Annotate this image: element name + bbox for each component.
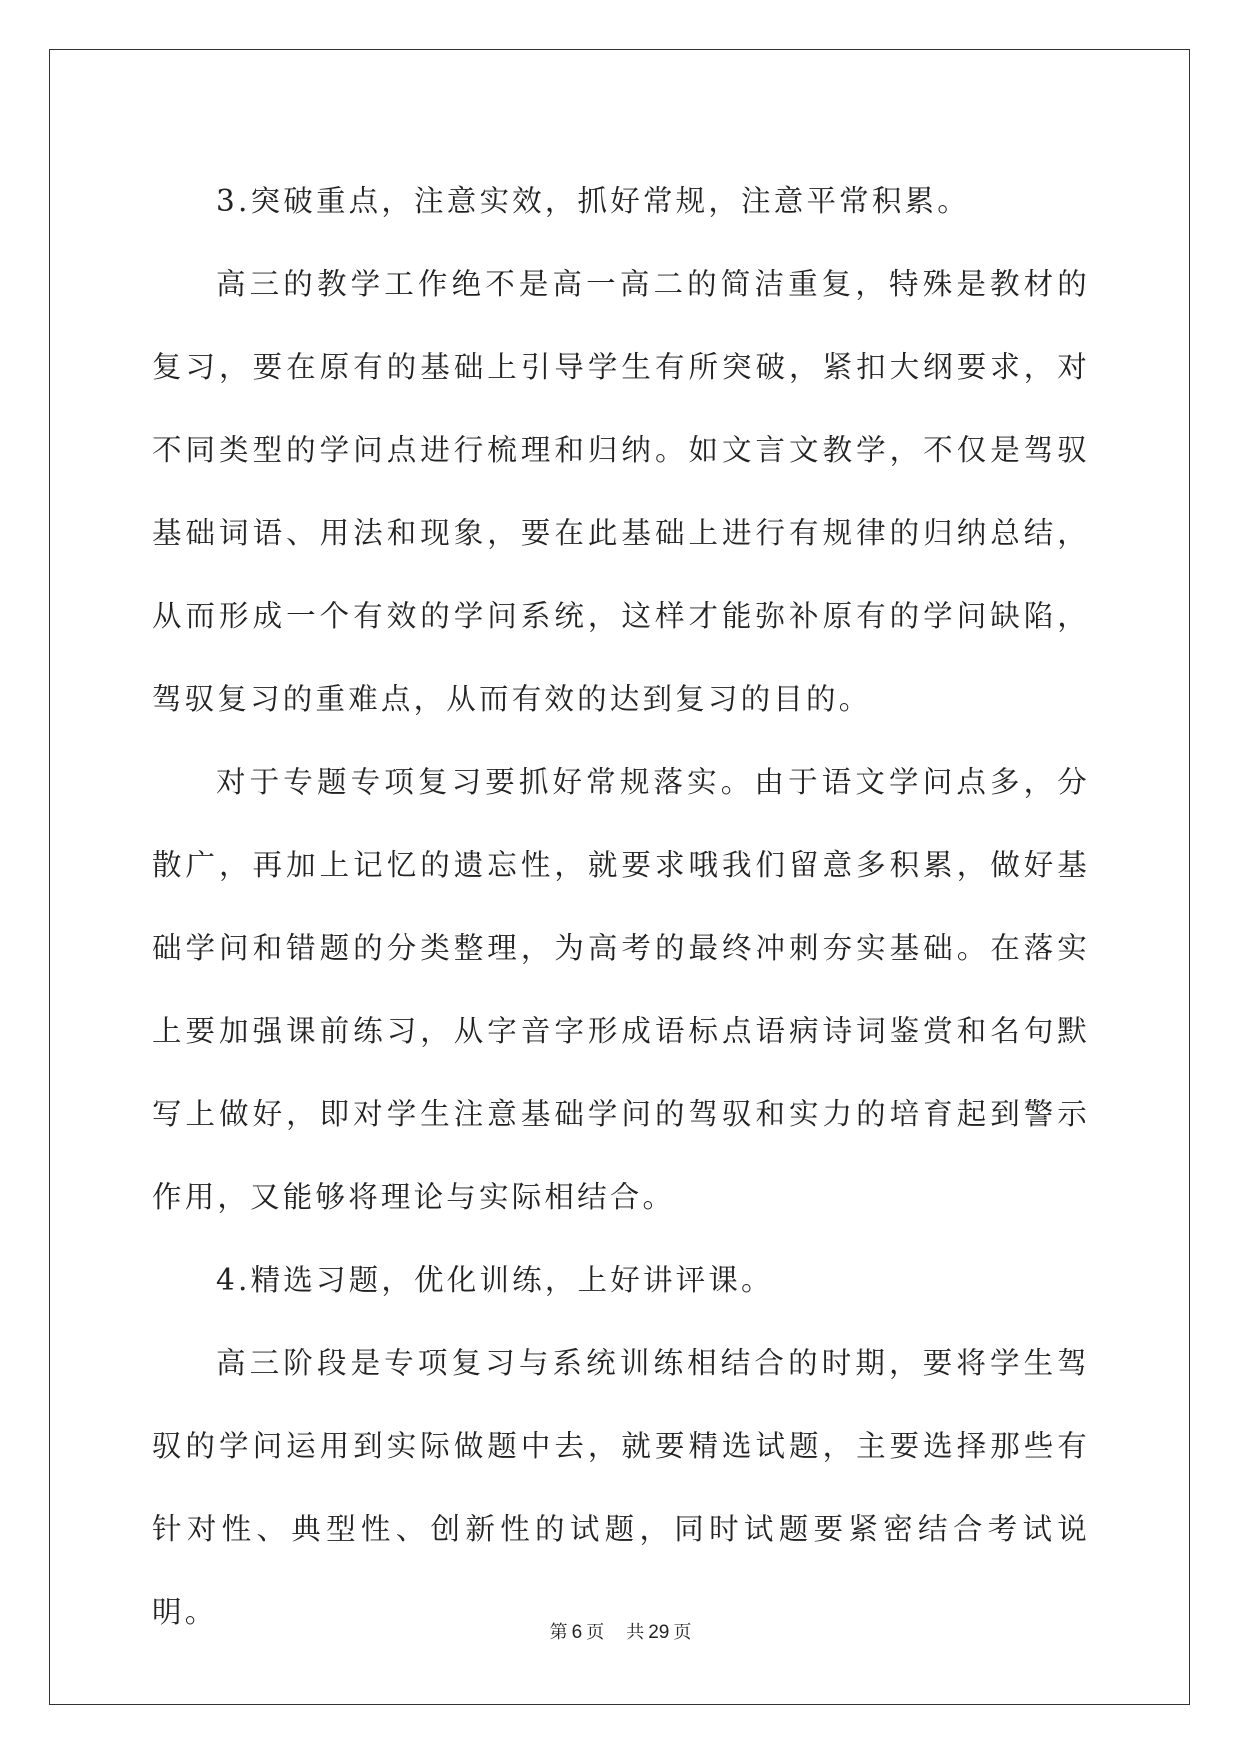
page-total: 29 xyxy=(648,1622,670,1643)
paragraph-review-breakthrough: 高三的教学工作绝不是高一高二的简洁重复，特殊是教材的复习，要在原有的基础上引导学生有所突破，紧扣大纲要求，对不同类型的学问点进行梳理和归纳。如文言文教学，不仅是驾驭基础词语、用法和现象，要在此基础上进行有规律的归纳总结，从而形成一个有效的学问系统，这样才能弥补原有的学问缺陷，驾驭复习的重难点，从而有效的达到复习的目的。 xyxy=(152,267,1090,716)
total-suffix: 页 xyxy=(673,1622,692,1643)
document-body xyxy=(152,160,1090,1654)
page-suffix: 页 xyxy=(586,1622,605,1643)
page-footer xyxy=(0,1618,1241,1644)
page-prefix: 第 xyxy=(549,1622,568,1643)
page-current: 6 xyxy=(571,1622,583,1643)
total-prefix: 共 xyxy=(626,1622,645,1643)
paragraph-heading-3: 3.突破重点，注意实效，抓好常规，注意平常积累。 xyxy=(216,184,970,218)
paragraph-topic-review: 对于专题专项复习要抓好常规落实。由于语文学问点多，分散广，再加上记忆的遗忘性，就要求哦我们留意多积累，做好基础学问和错题的分类整理，为高考的最终冲刺夯实基础。在落实上要加强课前练习，从字音字形成语标点语病诗词鉴赏和名句默写上做好，即对学生注意基础学问的驾驭和实力的培育起到警示作用，又能够将理论与实际相结合。 xyxy=(152,765,1090,1214)
paragraph-exercise-selection: 高三阶段是专项复习与系统训练相结合的时期，要将学生驾驭的学问运用到实际做题中去，就要精选试题，主要选择那些有针对性、典型性、创新性的试题，同时试题要紧密结合考试说明。 xyxy=(152,1346,1090,1629)
paragraph-heading-4: 4.精选习题，优化训练，上好讲评课。 xyxy=(216,1263,774,1297)
